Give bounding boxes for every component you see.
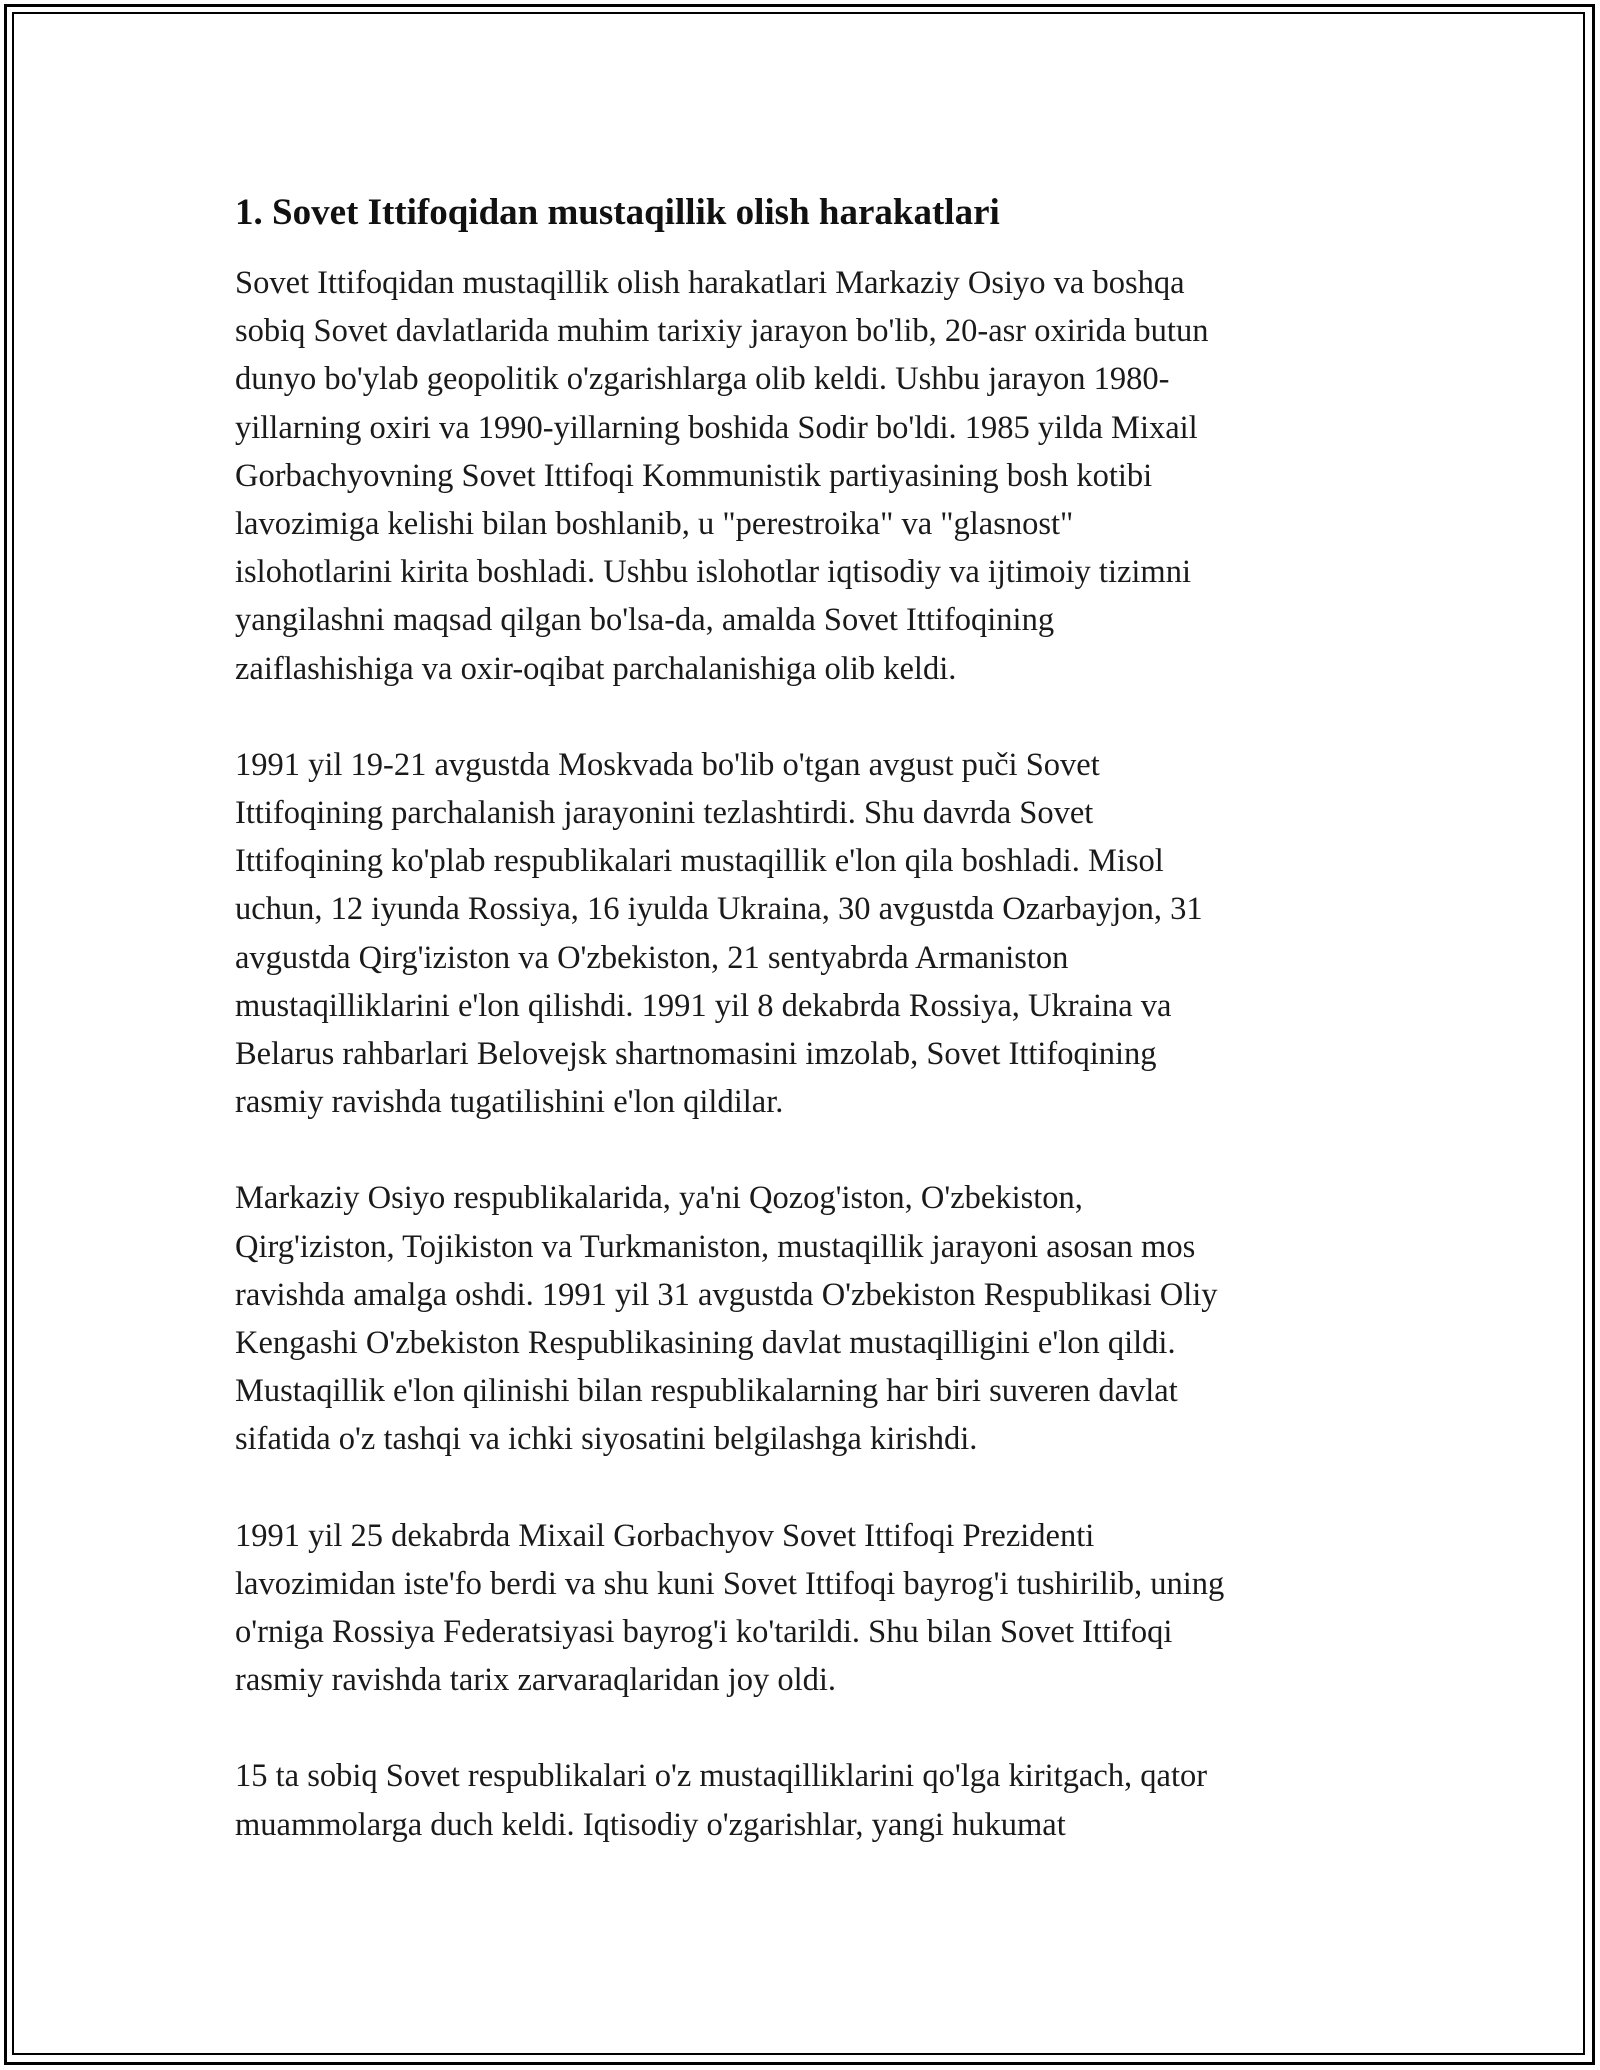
- text-line: Mustaqillik e'lon qilinishi bilan respublikalarning har biri suveren davlat: [235, 1373, 1178, 1410]
- text-line: Ittifoqining parchalanish jarayonini tezlashtirdi. Shu davrda Sovet: [235, 795, 1094, 832]
- document-body: [235, 188, 1375, 1897]
- text-line: zaiflashishiga va oxir-oqibat parchalanishiga olib keldi.: [235, 650, 957, 687]
- text-line: lavozimidan iste'fo berdi va shu kuni Sovet Ittifoqi bayrog'i tushirilib, uning: [235, 1565, 1225, 1602]
- text-line: Sovet Ittifoqidan mustaqillik olish harakatlari Markaziy Osiyo va boshqa: [235, 265, 1185, 301]
- text-line: rasmiy ravishda tugatilishini e'lon qildilar.: [235, 1084, 784, 1121]
- text-line: rasmiy ravishda tarix zarvaraqlaridan joy oldi.: [235, 1662, 837, 1699]
- paragraph-5: [235, 1752, 1375, 1848]
- paragraph-list: [235, 259, 1375, 1849]
- text-line: Belarus rahbarlari Belovejsk shartnomasini imzolab, Sovet Ittifoqining: [235, 1036, 1157, 1073]
- text-line: Markaziy Osiyo respublikalarida, ya'ni Qozog'iston, O'zbekiston,: [235, 1180, 1083, 1217]
- text-line: avgustda Qirg'iziston va O'zbekiston, 21 sentyabrda Armaniston: [235, 939, 1069, 976]
- text-line: uchun, 12 iyunda Rossiya, 16 iyulda Ukraina, 30 avgustda Ozarbayjon, 31: [235, 891, 1203, 928]
- paragraph-1: [235, 259, 1375, 693]
- text-line: Gorbachyovning Sovet Ittifoqi Kommunistik partiyasining bosh kotibi: [235, 457, 1153, 494]
- text-line: lavozimiga kelishi bilan boshlanib, u "perestroika" va "glasnost": [235, 506, 1074, 543]
- text-line: ravishda amalga oshdi. 1991 yil 31 avgustda O'zbekiston Respublikasi Oliy: [235, 1276, 1218, 1313]
- paragraph-2: [235, 741, 1375, 1127]
- text-line: yangilashni maqsad qilgan bo'lsa-da, amalda Sovet Ittifoqining: [235, 602, 1055, 639]
- text-line: muammolarga duch keldi. Iqtisodiy o'zgarishlar, yangi hukumat: [235, 1806, 1066, 1843]
- text-line: yillarning oxiri va 1990-yillarning boshida Sodir bo'ldi. 1985 yilda Mixail: [235, 409, 1198, 446]
- text-line: Qirg'iziston, Tojikiston va Turkmaniston, mustaqillik jarayoni asosan mos: [235, 1228, 1196, 1265]
- text-line: o'rniga Rossiya Federatsiyasi bayrog'i ko'tarildi. Shu bilan Sovet Ittifoqi: [235, 1614, 1173, 1651]
- text-line: dunyo bo'ylab geopolitik o'zgarishlarga olib keldi. Ushbu jarayon 1980-: [235, 361, 1170, 398]
- paragraph-4: [235, 1512, 1375, 1705]
- text-line: sobiq Sovet davlatlarida muhim tarixiy jarayon bo'lib, 20-asr oxirida butun: [235, 313, 1209, 350]
- text-line: sifatida o'z tashqi va ichki siyosatini belgilashga kirishdi.: [235, 1421, 978, 1458]
- text-line: 1991 yil 19-21 avgustda Moskvada bo'lib o'tgan avgust puči Sovet: [235, 746, 1100, 783]
- text-line: Kengashi O'zbekiston Respublikasining davlat mustaqilligini e'lon qildi.: [235, 1325, 1176, 1362]
- text-line: mustaqilliklarini e'lon qilishdi. 1991 yil 8 dekabrda Rossiya, Ukraina va: [235, 987, 1172, 1024]
- paragraph-3: [235, 1174, 1375, 1463]
- text-line: islohotlarini kirita boshladi. Ushbu islohotlar iqtisodiy va ijtimoiy tizimni: [235, 554, 1191, 591]
- document-title: 1. Sovet Ittifoqidan mustaqillik olish harakatlari: [235, 192, 1000, 233]
- text-line: Ittifoqining ko'plab respublikalari mustaqillik e'lon qila boshladi. Misol: [235, 843, 1164, 880]
- text-line: 15 ta sobiq Sovet respublikalari o'z mustaqilliklarini qo'lga kiritgach, qator: [235, 1758, 1208, 1795]
- text-line: 1991 yil 25 dekabrda Mixail Gorbachyov Sovet Ittifoqi Prezidenti: [235, 1517, 1095, 1554]
